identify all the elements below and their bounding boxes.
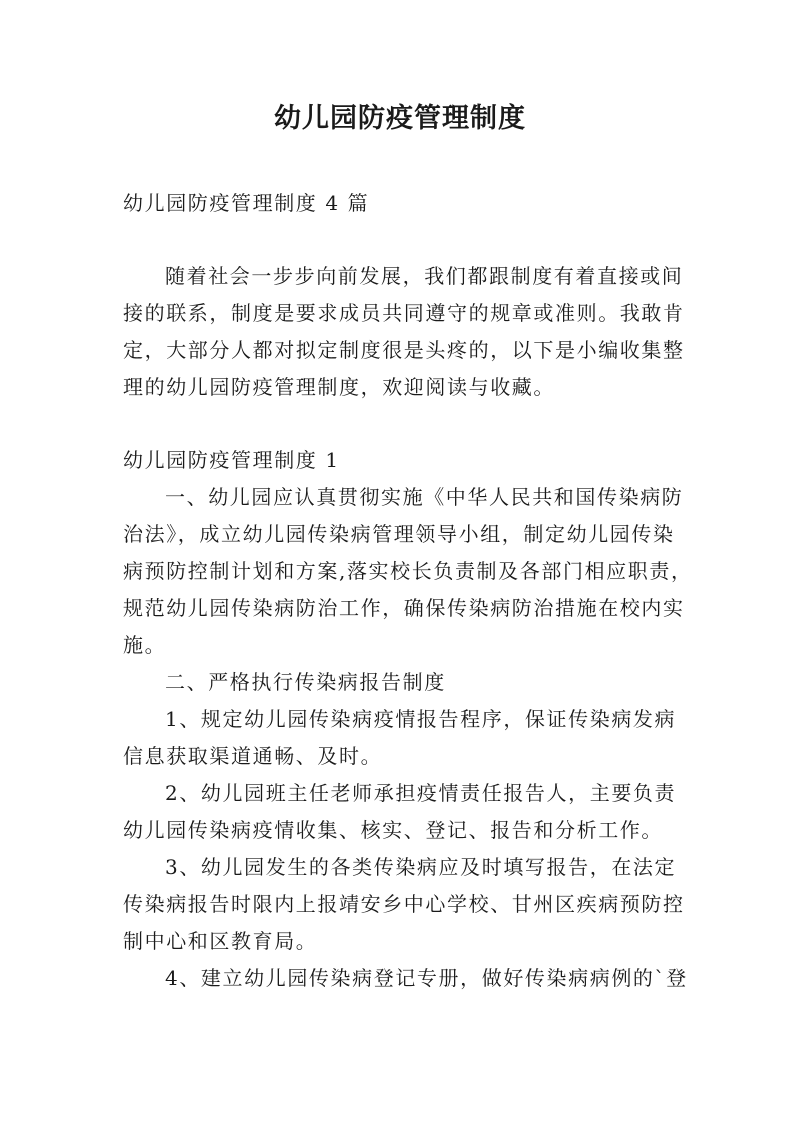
paragraph-line: 一、幼儿园应认真贯彻实施《中华人民共和国传染病防 <box>165 485 684 509</box>
body-paragraph-6 <box>123 960 688 997</box>
paragraph-line: 二、严格执行传染病报告制度 <box>165 670 446 694</box>
paragraph-line: 3、幼儿园发生的各类传染病应及时填写报告，在法定 <box>165 855 677 879</box>
body-paragraph-2 <box>123 664 679 701</box>
intro-line: 接的联系，制度是要求成员共同遵守的规章或准则。我敢肯 <box>123 301 685 325</box>
body-paragraph-1 <box>123 479 693 664</box>
paragraph-line: 幼儿园传染病疫情收集、核实、登记、报告和分析工作。 <box>123 818 663 842</box>
paragraph-line: 1、规定幼儿园传染病疫情报告程序，保证传染病发病 <box>165 707 677 731</box>
intro-line: 随着社会一步步向前发展，我们都跟制度有着直接或间 <box>165 264 684 288</box>
paragraph-line: 2、幼儿园班主任老师承担疫情责任报告人，主要负责 <box>165 781 677 805</box>
body-paragraph-3 <box>123 701 679 775</box>
intro-paragraph <box>123 258 685 406</box>
paragraph-line: 病预防控制计划和方案,落实校长负责制及各部门相应职责， <box>123 559 693 583</box>
paragraph-line: 制中心和区教育局。 <box>123 929 318 953</box>
document-body <box>123 185 693 997</box>
paragraph-line: 施。 <box>123 633 167 657</box>
intro-line: 定，大部分人都对拟定制度很是头疼的，以下是小编收集整 <box>123 338 685 362</box>
paragraph-line: 信息获取渠道通畅、及时。 <box>123 744 383 768</box>
document-subtitle: 幼儿园防疫管理制度 4 篇 <box>123 191 370 215</box>
paragraph-line: 规范幼儿园传染病防治工作，确保传染病防治措施在校内实 <box>123 596 685 620</box>
paragraph-line: 4、建立幼儿园传染病登记专册，做好传染病病例的`登 <box>165 966 688 990</box>
body-paragraph-5 <box>123 849 685 960</box>
intro-line: 理的幼儿园防疫管理制度，欢迎阅读与收藏。 <box>123 375 555 399</box>
paragraph-line: 治法》，成立幼儿园传染病管理领导小组，制定幼儿园传染 <box>123 522 675 546</box>
paragraph-line: 传染病报告时限内上报靖安乡中心学校、甘州区疾病预防控 <box>123 892 685 916</box>
body-paragraph-4 <box>123 775 679 849</box>
section-heading: 幼儿园防疫管理制度 1 <box>123 448 340 472</box>
document-title: 幼儿园防疫管理制度 <box>274 103 526 134</box>
